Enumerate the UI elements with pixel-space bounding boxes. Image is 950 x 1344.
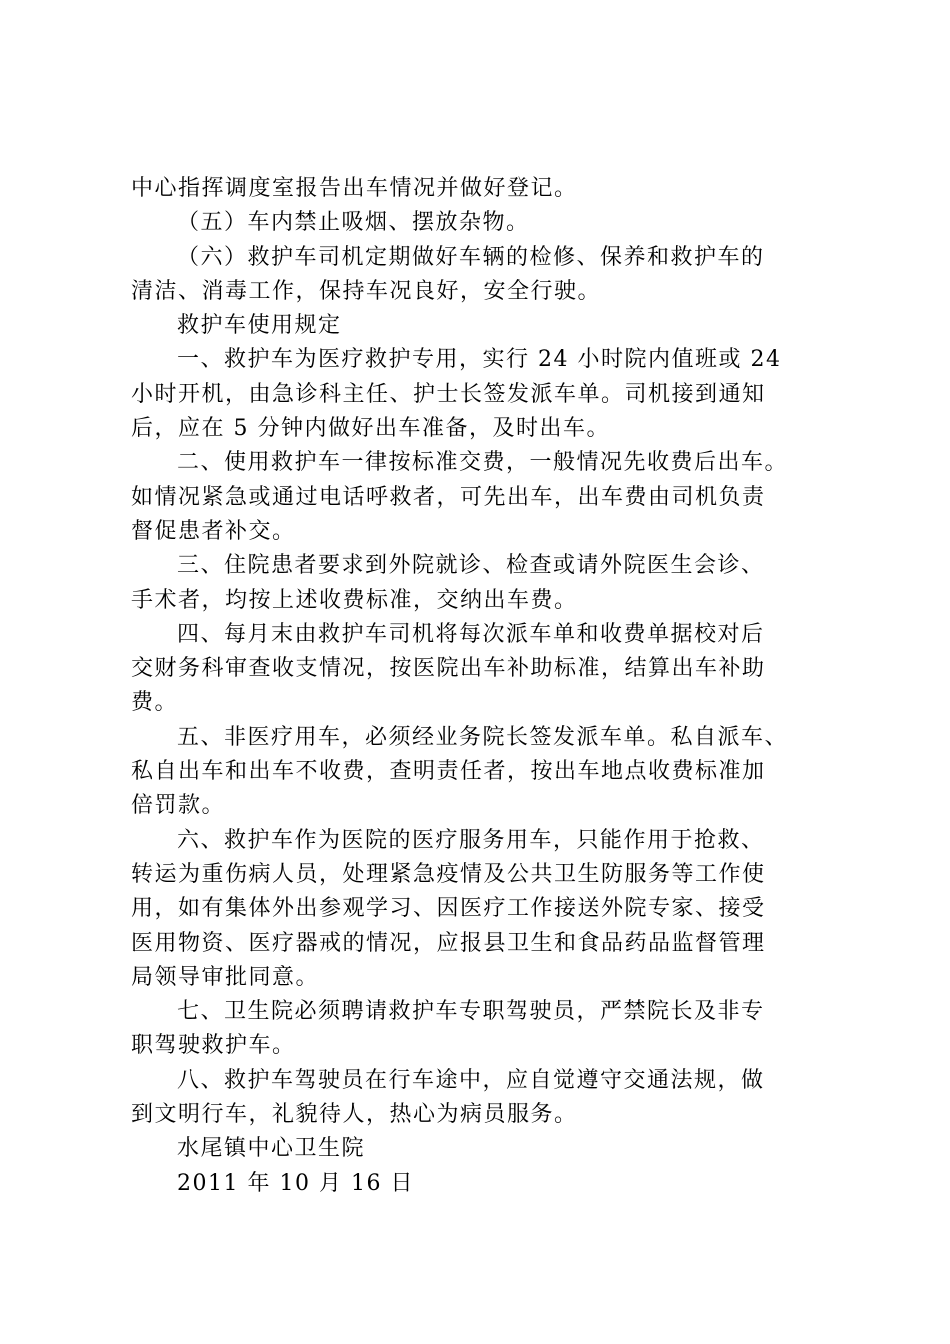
text-line: 转运为重伤病人员，处理紧急疫情及公共卫生防服务等工作使 — [131, 861, 766, 887]
text-line: 一、救护车为医疗救护专用，实行 24 小时院内值班或 24 — [177, 347, 782, 373]
text-line: 中心指挥调度室报告出车情况并做好登记。 — [131, 176, 578, 201]
signature-date: 2011 年 10 月 16 日 — [177, 1170, 414, 1196]
text-line: （五）车内禁止吸烟、摆放杂物。 — [177, 210, 530, 236]
text-line: 手术者，均按上述收费标准，交纳出车费。 — [131, 587, 578, 613]
text-line: 三、住院患者要求到外院就诊、检查或请外院医生会诊、 — [177, 553, 765, 579]
text-line: 如情况紧急或通过电话呼救者，可先出车，出车费由司机负责 — [131, 484, 766, 510]
text-line: 四、每月末由救护车司机将每次派车单和收费单据校对后 — [177, 621, 765, 647]
text-line: 二、使用救护车一律按标准交费，一般情况先收费后出车。 — [177, 450, 789, 476]
text-line: 倍罚款。 — [131, 793, 226, 819]
text-line: 后，应在 5 分钟内做好出车准备，及时出车。 — [131, 416, 610, 442]
text-line: 职驾驶救护车。 — [131, 1033, 296, 1059]
text-line: 七、卫生院必须聘请救护车专职驾驶员，严禁院长及非专 — [177, 999, 765, 1025]
text-line: 费。 — [131, 690, 179, 716]
text-line: 用，如有集体外出参观学习、因医疗工作接送外院专家、接受 — [131, 896, 766, 922]
signature-organization: 水尾镇中心卫生院 — [177, 1136, 366, 1162]
text-line: 六、救护车作为医院的医疗服务用车，只能作用于抢救、 — [177, 827, 765, 853]
text-line: 五、非医疗用车，必须经业务院长签发派车单。私自派车、 — [177, 724, 789, 750]
text-line: 清洁、消毒工作，保持车况良好，安全行驶。 — [131, 278, 602, 304]
text-line: 督促患者补交。 — [131, 518, 296, 544]
text-line: 八、救护车驾驶员在行车途中，应自觉遵守交通法规，做 — [177, 1067, 765, 1093]
section-heading: 救护车使用规定 — [177, 313, 342, 339]
text-line: （六）救护车司机定期做好车辆的检修、保养和救护车的 — [177, 244, 765, 270]
text-line: 到文明行车，礼貌待人，热心为病员服务。 — [131, 1102, 578, 1128]
text-line: 交财务科审查收支情况，按医院出车补助标准，结算出车补助 — [131, 656, 766, 682]
document-body — [131, 172, 831, 1201]
text-line: 局领导审批同意。 — [131, 964, 320, 990]
text-line: 私自出车和出车不收费，查明责任者，按出车地点收费标准加 — [131, 759, 766, 785]
text-line: 小时开机，由急诊科主任、护士长签发派车单。司机接到通知 — [131, 381, 766, 407]
text-line: 医用物资、医疗器戒的情况，应报县卫生和食品药品监督管理 — [131, 930, 766, 956]
